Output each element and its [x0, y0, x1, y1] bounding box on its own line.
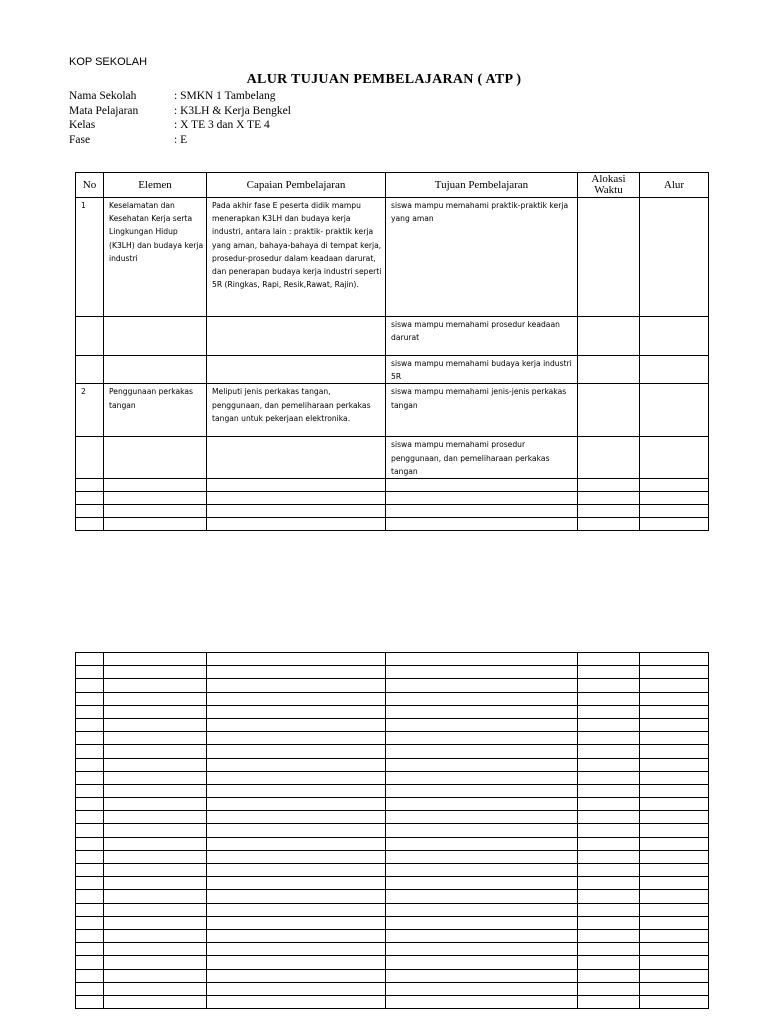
blank-grid-cell	[386, 679, 578, 692]
cell-elemen	[104, 356, 207, 384]
cell-tujuan: siswa mampu memahami prosedur penggunaan, dan pemeliharaan perkakas tangan	[386, 437, 578, 479]
blank-grid-cell	[76, 969, 104, 982]
blank-grid-row	[76, 758, 709, 771]
blank-grid-cell	[640, 864, 709, 877]
blank-grid-cell	[76, 929, 104, 942]
info-row-school	[69, 89, 291, 104]
empty-cell	[207, 505, 386, 518]
cell-tujuan: siswa mampu memahami jenis-jenis perkakas tangan	[386, 384, 578, 437]
blank-grid-cell	[76, 771, 104, 784]
blank-grid-cell	[386, 666, 578, 679]
empty-cell	[640, 518, 709, 531]
blank-grid-cell	[640, 705, 709, 718]
blank-grid-cell	[104, 943, 207, 956]
blank-grid-cell	[207, 850, 386, 863]
blank-grid-cell	[640, 969, 709, 982]
blank-grid-cell	[76, 666, 104, 679]
blank-grid-cell	[578, 837, 640, 850]
blank-grid-cell	[76, 732, 104, 745]
blank-grid-cell	[640, 758, 709, 771]
page-title: ALUR TUJUAN PEMBELAJARAN ( ATP )	[246, 72, 522, 87]
blank-grid-row	[76, 929, 709, 942]
blank-grid-cell	[76, 850, 104, 863]
blank-grid-cell	[76, 811, 104, 824]
empty-cell	[104, 492, 207, 505]
blank-grid-cell	[104, 864, 207, 877]
table-row	[76, 356, 709, 384]
blank-grid-cell	[578, 864, 640, 877]
blank-grid-cell	[76, 745, 104, 758]
blank-grid-cell	[76, 982, 104, 995]
blank-grid-row	[76, 956, 709, 969]
kop-sekolah: KOP SEKOLAH	[69, 56, 148, 68]
info-value: : X TE 3 dan X TE 4	[174, 119, 270, 131]
blank-grid-cell	[207, 653, 386, 666]
blank-grid-cell	[207, 811, 386, 824]
blank-grid-cell	[76, 956, 104, 969]
info-label: Nama Sekolah	[69, 90, 137, 102]
blank-grid-cell	[207, 995, 386, 1008]
blank-grid-cell	[104, 811, 207, 824]
blank-grid-cell	[578, 969, 640, 982]
blank-grid-cell	[76, 864, 104, 877]
blank-grid-cell	[578, 995, 640, 1008]
blank-grid-cell	[207, 745, 386, 758]
blank-grid-cell	[386, 837, 578, 850]
blank-grid-cell	[104, 837, 207, 850]
blank-grid-cell	[640, 666, 709, 679]
blank-grid-row	[76, 943, 709, 956]
blank-grid-cell	[640, 995, 709, 1008]
blank-grid-cell	[76, 653, 104, 666]
blank-grid-cell	[578, 943, 640, 956]
column-header-no: No	[76, 173, 104, 198]
blank-grid-cell	[578, 705, 640, 718]
blank-grid-cell	[207, 824, 386, 837]
blank-grid-row	[76, 824, 709, 837]
blank-grid-row	[76, 692, 709, 705]
blank-grid-cell	[76, 890, 104, 903]
blank-grid-cell	[207, 890, 386, 903]
empty-cell	[386, 518, 578, 531]
empty-cell	[386, 492, 578, 505]
blank-grid-cell	[104, 877, 207, 890]
blank-grid-row	[76, 732, 709, 745]
blank-grid-cell	[640, 890, 709, 903]
blank-grid-cell	[76, 705, 104, 718]
blank-grid-cell	[207, 666, 386, 679]
column-header-alur: Alur	[640, 173, 709, 198]
blank-grid-cell	[640, 679, 709, 692]
blank-grid-row	[76, 995, 709, 1008]
blank-grid-cell	[207, 943, 386, 956]
blank-grid-row	[76, 679, 709, 692]
blank-grid-cell	[76, 995, 104, 1008]
blank-grid-cell	[386, 718, 578, 731]
blank-grid-cell	[76, 916, 104, 929]
cell-alokasi	[578, 384, 640, 437]
blank-grid-row	[76, 864, 709, 877]
blank-grid-cell	[578, 758, 640, 771]
blank-grid-cell	[76, 943, 104, 956]
blank-grid-cell	[578, 718, 640, 731]
info-value: : K3LH & Kerja Bengkel	[174, 104, 291, 117]
info-value: : E	[174, 133, 188, 146]
cell-elemen	[104, 437, 207, 479]
empty-cell	[386, 479, 578, 492]
blank-grid-cell	[578, 982, 640, 995]
blank-grid-cell	[386, 877, 578, 890]
blank-grid-cell	[386, 956, 578, 969]
blank-grid-cell	[578, 824, 640, 837]
blank-grid-row	[76, 798, 709, 811]
blank-grid-cell	[207, 903, 386, 916]
blank-grid-cell	[104, 758, 207, 771]
info-label: Fase	[69, 133, 91, 146]
table-header-row	[76, 173, 709, 198]
empty-cell	[578, 492, 640, 505]
atp-table	[75, 172, 709, 531]
blank-grid-cell	[640, 771, 709, 784]
info-label: Kelas	[69, 119, 96, 131]
cell-no: 1	[76, 198, 104, 317]
cell-elemen: Penggunaan perkakas tangan	[104, 384, 207, 437]
blank-grid-cell	[640, 929, 709, 942]
cell-alokasi	[578, 198, 640, 317]
blank-grid-cell	[207, 718, 386, 731]
table-row	[76, 384, 709, 437]
blank-grid-cell	[640, 903, 709, 916]
blank-grid-row	[76, 890, 709, 903]
cell-alokasi	[578, 317, 640, 356]
empty-cell	[640, 492, 709, 505]
blank-grid-cell	[386, 903, 578, 916]
blank-grid-cell	[207, 798, 386, 811]
info-label: Mata Pelajaran	[69, 104, 139, 117]
blank-grid-cell	[640, 798, 709, 811]
blank-grid-cell	[76, 903, 104, 916]
blank-grid-row	[76, 718, 709, 731]
table-row	[76, 198, 709, 317]
blank-grid-cell	[386, 916, 578, 929]
blank-grid-cell	[640, 850, 709, 863]
empty-cell	[76, 518, 104, 531]
blank-grid-cell	[386, 995, 578, 1008]
blank-grid-cell	[640, 956, 709, 969]
blank-grid-row	[76, 850, 709, 863]
blank-grid-cell	[207, 784, 386, 797]
blank-grid-cell	[104, 705, 207, 718]
blank-grid-cell	[104, 718, 207, 731]
blank-grid-cell	[76, 679, 104, 692]
blank-grid-cell	[578, 890, 640, 903]
blank-grid-cell	[578, 745, 640, 758]
empty-row	[76, 492, 709, 505]
blank-grid-cell	[386, 890, 578, 903]
blank-grid-cell	[386, 732, 578, 745]
blank-grid-cell	[640, 982, 709, 995]
blank-grid-row	[76, 916, 709, 929]
blank-grid-cell	[640, 916, 709, 929]
cell-no: 2	[76, 384, 104, 437]
blank-grid-cell	[640, 732, 709, 745]
blank-grid-cell	[386, 758, 578, 771]
blank-grid-cell	[104, 929, 207, 942]
empty-cell	[104, 479, 207, 492]
blank-grid-cell	[207, 956, 386, 969]
blank-grid-cell	[104, 956, 207, 969]
blank-grid-cell	[640, 692, 709, 705]
blank-grid-cell	[578, 916, 640, 929]
blank-grid-cell	[640, 824, 709, 837]
blank-grid-cell	[578, 877, 640, 890]
blank-grid-cell	[104, 692, 207, 705]
blank-grid-cell	[207, 929, 386, 942]
blank-grid-cell	[640, 943, 709, 956]
blank-grid-cell	[104, 824, 207, 837]
info-row-class	[69, 118, 291, 133]
blank-grid-cell	[578, 798, 640, 811]
blank-grid-cell	[640, 811, 709, 824]
blank-grid-row	[76, 771, 709, 784]
blank-grid-cell	[386, 943, 578, 956]
blank-grid-cell	[386, 653, 578, 666]
blank-grid-row	[76, 653, 709, 666]
blank-grid-row	[76, 982, 709, 995]
blank-grid-cell	[76, 798, 104, 811]
empty-cell	[76, 505, 104, 518]
cell-alur	[640, 384, 709, 437]
column-header-capaian: Capaian Pembelajaran	[207, 173, 386, 198]
blank-grid-row	[76, 784, 709, 797]
blank-grid-cell	[104, 903, 207, 916]
empty-cell	[207, 492, 386, 505]
blank-grid-cell	[640, 653, 709, 666]
empty-row	[76, 505, 709, 518]
empty-cell	[578, 479, 640, 492]
empty-cell	[578, 505, 640, 518]
blank-grid-cell	[386, 705, 578, 718]
empty-row	[76, 479, 709, 492]
blank-grid-cell	[386, 692, 578, 705]
blank-grid-cell	[640, 877, 709, 890]
blank-grid-cell	[76, 877, 104, 890]
blank-grid-cell	[104, 890, 207, 903]
cell-tujuan: siswa mampu memahami prosedur keadaan darurat	[386, 317, 578, 356]
blank-grid-cell	[76, 758, 104, 771]
blank-grid-cell	[578, 653, 640, 666]
cell-alur	[640, 198, 709, 317]
blank-grid-cell	[640, 784, 709, 797]
blank-grid-cell	[578, 784, 640, 797]
cell-elemen	[104, 317, 207, 356]
blank-grid-cell	[207, 705, 386, 718]
blank-grid-cell	[207, 758, 386, 771]
blank-grid-row	[76, 666, 709, 679]
blank-grid-cell	[386, 771, 578, 784]
blank-grid-cell	[386, 969, 578, 982]
blank-grid-cell	[207, 864, 386, 877]
cell-no	[76, 356, 104, 384]
blank-grid-cell	[578, 956, 640, 969]
empty-cell	[76, 492, 104, 505]
blank-grid-cell	[578, 692, 640, 705]
info-row-phase	[69, 133, 291, 148]
table-row	[76, 317, 709, 356]
column-header-tujuan: Tujuan Pembelajaran	[386, 173, 578, 198]
cell-capaian	[207, 317, 386, 356]
blank-grid-cell	[207, 969, 386, 982]
blank-grid-cell	[640, 837, 709, 850]
blank-grid-cell	[207, 877, 386, 890]
blank-grid-row	[76, 877, 709, 890]
blank-grid-cell	[104, 732, 207, 745]
blank-grid-cell	[76, 837, 104, 850]
blank-grid-cell	[104, 969, 207, 982]
blank-grid-cell	[104, 679, 207, 692]
cell-tujuan: siswa mampu memahami praktik-praktik kerja yang aman	[386, 198, 578, 317]
empty-cell	[578, 518, 640, 531]
empty-cell	[207, 479, 386, 492]
blank-grid-cell	[640, 745, 709, 758]
blank-grid-cell	[207, 771, 386, 784]
info-block	[69, 89, 291, 147]
cell-alur	[640, 437, 709, 479]
blank-grid-cell	[386, 798, 578, 811]
blank-grid-cell	[578, 732, 640, 745]
blank-grid-cell	[386, 982, 578, 995]
blank-grid-row	[76, 745, 709, 758]
blank-grid-cell	[104, 850, 207, 863]
info-value: : SMKN 1 Tambelang	[174, 90, 276, 102]
cell-capaian	[207, 437, 386, 479]
blank-grid-cell	[578, 929, 640, 942]
blank-grid-row	[76, 969, 709, 982]
blank-grid-cell	[104, 745, 207, 758]
blank-grid-cell	[104, 798, 207, 811]
cell-tujuan: siswa mampu memahami budaya kerja industri 5R	[386, 356, 578, 384]
blank-grid-cell	[386, 864, 578, 877]
empty-cell	[640, 479, 709, 492]
cell-alur	[640, 356, 709, 384]
blank-grid-cell	[76, 784, 104, 797]
blank-grid-cell	[207, 837, 386, 850]
blank-grid-cell	[104, 784, 207, 797]
cell-no	[76, 317, 104, 356]
blank-grid-cell	[578, 771, 640, 784]
blank-grid-cell	[76, 692, 104, 705]
blank-grid-cell	[104, 995, 207, 1008]
blank-grid-cell	[104, 653, 207, 666]
empty-cell	[386, 505, 578, 518]
blank-grid-cell	[104, 666, 207, 679]
blank-grid-cell	[104, 771, 207, 784]
blank-grid-cell	[640, 718, 709, 731]
blank-grid-cell	[578, 666, 640, 679]
blank-grid-table	[75, 652, 709, 1009]
blank-grid-cell	[386, 929, 578, 942]
cell-capaian: Meliputi jenis perkakas tangan, penggunaan, dan pemeliharaan perkakas tangan untuk pekerjaan elektronika.	[207, 384, 386, 437]
empty-cell	[104, 505, 207, 518]
empty-cell	[640, 505, 709, 518]
empty-cell	[104, 518, 207, 531]
cell-no	[76, 437, 104, 479]
blank-grid-cell	[578, 679, 640, 692]
info-row-subject	[69, 104, 291, 119]
blank-grid-cell	[207, 916, 386, 929]
blank-grid-body	[76, 653, 709, 1009]
blank-grid-cell	[386, 784, 578, 797]
blank-grid-cell	[104, 982, 207, 995]
blank-grid-cell	[578, 811, 640, 824]
cell-alur	[640, 317, 709, 356]
blank-grid-cell	[578, 903, 640, 916]
cell-alokasi	[578, 437, 640, 479]
blank-grid-cell	[207, 982, 386, 995]
blank-grid-cell	[386, 824, 578, 837]
blank-grid-row	[76, 811, 709, 824]
column-header-alokasi: Alokasi Waktu	[578, 173, 640, 198]
blank-grid-cell	[207, 679, 386, 692]
blank-grid-cell	[76, 824, 104, 837]
column-header-elemen: Elemen	[104, 173, 207, 198]
blank-grid-row	[76, 705, 709, 718]
blank-grid-cell	[386, 850, 578, 863]
blank-grid-row	[76, 837, 709, 850]
table-row	[76, 437, 709, 479]
cell-capaian	[207, 356, 386, 384]
cell-elemen: Keselamatan dan Kesehatan Kerja serta Lingkungan Hidup (K3LH) dan budaya kerja industri	[104, 198, 207, 317]
blank-grid-cell	[104, 916, 207, 929]
blank-grid-cell	[578, 850, 640, 863]
cell-alokasi	[578, 356, 640, 384]
empty-row	[76, 518, 709, 531]
blank-grid-cell	[386, 811, 578, 824]
empty-cell	[76, 479, 104, 492]
blank-grid-row	[76, 903, 709, 916]
empty-cell	[207, 518, 386, 531]
blank-grid-cell	[207, 732, 386, 745]
cell-capaian: Pada akhir fase E peserta didik mampu menerapkan K3LH dan budaya kerja industri, antara lain : praktik- praktik kerja yang aman, bahaya-bahaya di tempat kerja, prosedur-prosedur dalam keadaan darurat, dan penerapan budaya kerja industri seperti 5R (Ringkas, Rapi, Resik,Rawat, Rajin).	[207, 198, 386, 317]
blank-grid-cell	[76, 718, 104, 731]
blank-grid-cell	[386, 745, 578, 758]
blank-grid-cell	[207, 692, 386, 705]
